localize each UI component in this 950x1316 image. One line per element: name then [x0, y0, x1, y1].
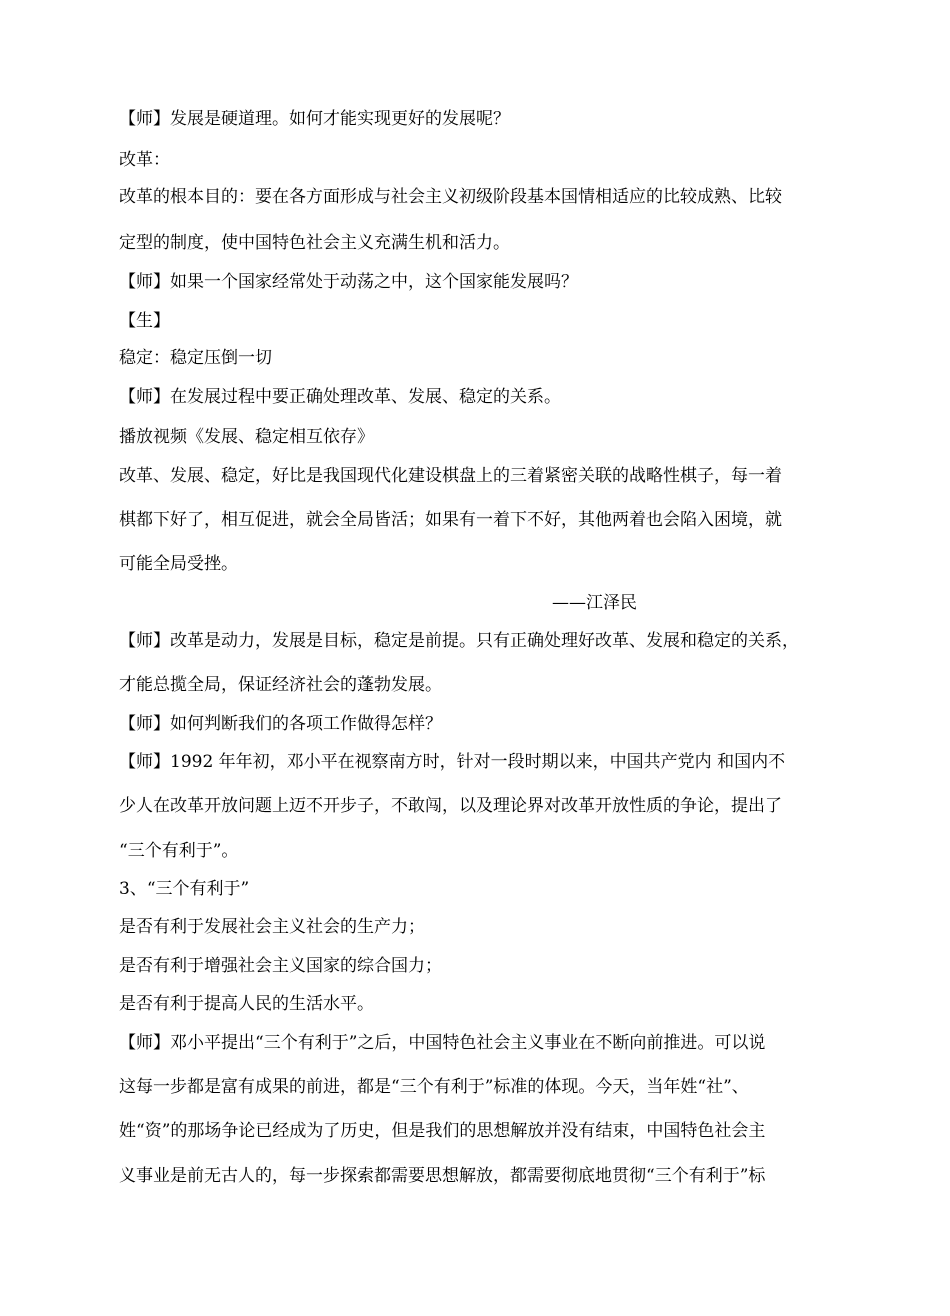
- text-line: 姓“资”的那场争论已经成为了历史，但是我们的思想解放并没有结束，中国特色社会主: [119, 1121, 766, 1141]
- text-line: 这每一步都是富有成果的前进，都是“三个有利于”标准的体现。今天，当年姓“社”、: [119, 1077, 749, 1097]
- quote-attribution: ——江泽民: [552, 593, 637, 613]
- text-line: 是否有利于发展社会主义社会的生产力；: [119, 917, 425, 937]
- text-line: 【师】改革是动力，发展是目标，稳定是前提。只有正确处理好改革、发展和稳定的关系，: [119, 631, 799, 651]
- text-line: 【生】: [119, 311, 170, 331]
- section-heading: 3、“三个有利于”: [119, 879, 250, 899]
- text-line: 播放视频《发展、稳定相互依存》: [119, 427, 374, 447]
- text-line: 少人在改革开放问题上迈不开步子，不敢闯，以及理论界对改革开放性质的争论，提出了: [119, 796, 782, 816]
- text-line: 【师】在发展过程中要正确处理改革、发展、稳定的关系。: [119, 387, 561, 407]
- text-line: 定型的制度，使中国特色社会主义充满生机和活力。: [119, 233, 510, 253]
- text-line: 【师】如何判断我们的各项工作做得怎样？: [119, 714, 442, 734]
- text-line: 可能全局受挫。: [119, 554, 238, 574]
- text-line: “三个有利于”。: [119, 841, 239, 861]
- text-line: 义事业是前无古人的，每一步探索都需要思想解放，都需要彻底地贯彻“三个有利于”标: [119, 1166, 766, 1186]
- text-line: 稳定：稳定压倒一切: [119, 348, 272, 368]
- text-line: 【师】发展是硬道理。如何才能实现更好的发展呢？: [119, 109, 510, 129]
- text-line: 【师】邓小平提出“三个有利于”之后，中国特色社会主义事业在不断向前推进。可以说: [119, 1033, 766, 1053]
- text-line: 棋都下好了，相互促进，就会全局皆活；如果有一着下不好，其他两着也会陷入困境，就: [119, 510, 782, 530]
- text-line: 【师】1992 年年初，邓小平在视察南方时，针对一段时期以来，中国共产党内 和国内不: [119, 752, 786, 772]
- text-line: 改革的根本目的：要在各方面形成与社会主义初级阶段基本国情相适应的比较成熟、比较: [119, 187, 782, 207]
- text-line: 是否有利于增强社会主义国家的综合国力；: [119, 956, 442, 976]
- text-line: 是否有利于提高人民的生活水平。: [119, 994, 374, 1014]
- text-line: 【师】如果一个国家经常处于动荡之中，这个国家能发展吗？: [119, 272, 578, 292]
- text-line: 改革：: [119, 150, 170, 170]
- text-line: 才能总揽全局，保证经济社会的蓬勃发展。: [119, 675, 442, 695]
- text-line: 改革、发展、稳定，好比是我国现代化建设棋盘上的三着紧密关联的战略性棋子，每一着: [119, 466, 782, 486]
